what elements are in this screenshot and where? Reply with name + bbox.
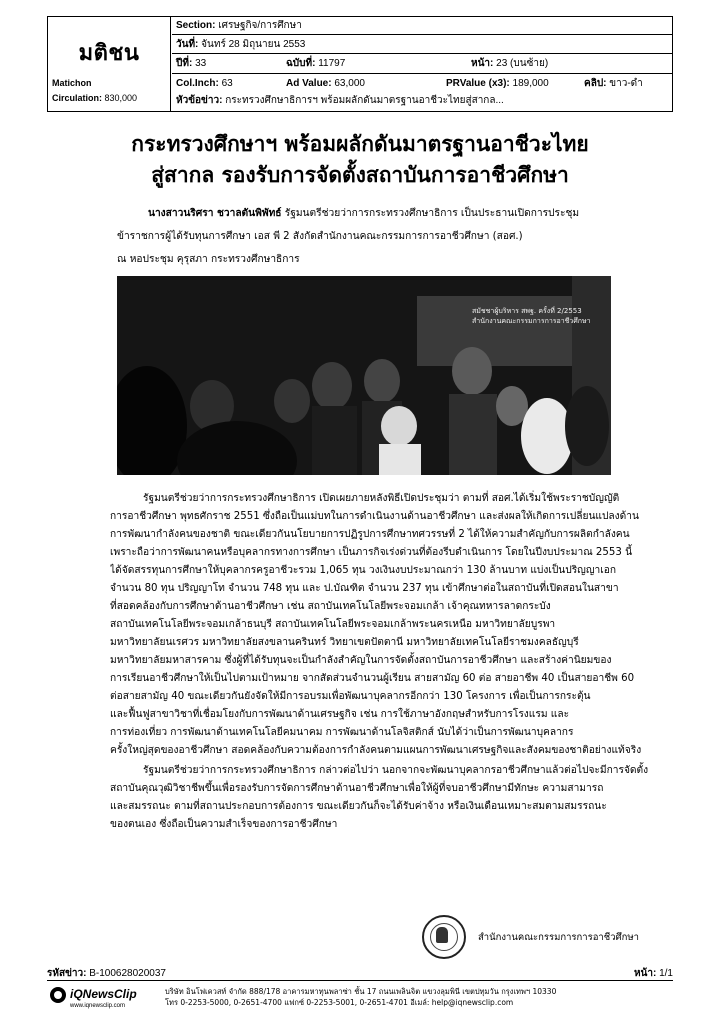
body-paragraph-1 — [110, 490, 680, 760]
divider — [172, 34, 672, 35]
body-line: ที่สอดคล้องกับการศึกษาด้านอาชีวศึกษา เช่น สถาบันเทคโนโลยีพระจอมเกล้า เจ้าคุณทหารลาดกระบัง — [110, 601, 551, 612]
year-field — [176, 58, 206, 70]
intro-line — [148, 205, 668, 223]
document-id — [47, 966, 166, 981]
article-title-line1: กระทรวงศึกษาฯ พร้อมผลักดันมาตรฐานอาชีวะไทย — [131, 132, 589, 156]
issue-field — [286, 58, 345, 70]
headline-field — [176, 95, 504, 107]
colinch-label: Col.Inch: — [176, 78, 219, 89]
stage-banner-sub: สำนักงานคณะกรรมการการอาชีวศึกษา — [472, 317, 591, 325]
body-line: การเรียนอาชีวศึกษาให้เป็นไปตามเป้าหมาย จากสัดส่วนจำนวนผู้เรียน สายสามัญ 60 ต่อ สายอาชีพ 40 เป็นสายอาชีพ 60 — [110, 673, 635, 684]
body-line: การพัฒนากำลังคนของชาติ ขณะเดียวกันนโยบายการปฏิรูปการศึกษาทศวรรษที่ 2 ได้ให้ความสำคัญกับการผลิตกำลังคน — [110, 529, 630, 540]
seal-figure — [436, 927, 448, 943]
stage-banner-title: สมัชชาผู้บริหาร สพฐ. ครั้งที่ 2/2553 — [472, 307, 582, 315]
body-line: รัฐมนตรีช่วยว่าการกระทรวงศึกษาธิการ กล่าวต่อไปว่า นอกจากจะพัฒนาบุคลากรอาชีวศึกษาแล้วต่อไปจะมีการจัดตั้ง — [143, 765, 649, 776]
contact-line: โทร 0-2253-5000, 0-2651-4700 แฟกซ์ 0-2253-5001, 0-2651-4701 อีเมล์: help@iqnewsclip.com — [165, 998, 514, 1007]
clip-field — [584, 78, 643, 90]
clip-label: คลิป: — [584, 78, 607, 89]
iq-logo-icon — [50, 987, 66, 1003]
body-line: เพราะถือว่าการพัฒนาคนหรือบุคลากรทางการศึกษา เป็นภารกิจเร่งด่วนที่ต้องรีบดำเนินการ โดยในปีงบประมาณ 2553 นี้ — [110, 547, 633, 558]
event-photo — [117, 276, 611, 475]
body-line: ครั้งใหญ่สุดของอาชีวศึกษา สอดคล้องกับความต้องการกำลังคนตามแผนการพัฒนาเศรษฐกิจและสังคมของชาติอย่างแท้จริง — [110, 745, 642, 756]
body-paragraph-2 — [110, 762, 680, 834]
section-label: Section: — [176, 20, 216, 31]
page-field — [471, 58, 548, 70]
body-line: จำนวน 80 ทุน ปริญญาโท จำนวน 748 ทุน และ ป.บัณฑิต จำนวน 237 ทุน เข้าศึกษาต่อในสถาบันที่เปิดสอนในสาขา — [110, 583, 619, 594]
intro-line: ณ หอประชุม คุรุสภา กระทรวงศึกษาธิการ — [117, 254, 300, 265]
ovec-seal-icon — [422, 915, 466, 959]
advalue-value: 63,000 — [334, 78, 365, 89]
section-field — [176, 20, 302, 32]
date-label: วันที่: — [176, 39, 199, 50]
body-line: รัฐมนตรีช่วยว่าการกระทรวงศึกษาธิการ เปิดเผยภายหลังพิธีเปิดประชุมว่า ตามที่ สอศ.ได้เริ่มใช้พระราชบัญญัติ — [143, 493, 620, 504]
iq-brand: iQNewsClip — [70, 987, 137, 1001]
body-line: การท่องเที่ยว การพัฒนาด้านเทคโนโลยีคมนาคม การพัฒนาด้านโลจิสติกส์ นับได้ว่าเป็นการพัฒนาบุคลากร — [110, 727, 574, 738]
footer-divider — [47, 980, 673, 981]
advalue-field — [286, 78, 365, 90]
divider — [172, 53, 672, 54]
clip-header — [47, 16, 673, 112]
body-line: และฟื้นฟูสาขาวิชาที่เชื่อมโยงกับการพัฒนาด้านเศรษฐกิจ เช่น การใช้ภาษาอังกฤษสำหรับการโรงแรม และ — [110, 709, 570, 720]
publication-name: Matichon — [52, 78, 92, 88]
intro-paragraph — [148, 205, 668, 223]
intro-line: ข้าราชการผู้ได้รับทุนการศึกษา เอส พี 2 สังกัดสำนักงานคณะกรรมการการอาชีวศึกษา (สอศ.) — [117, 231, 523, 242]
docid-value: B-100628020037 — [89, 968, 166, 979]
publication-box — [48, 17, 171, 111]
year-label: ปีที่: — [176, 58, 193, 69]
body-line: การอาชีวศึกษา พุทธศักราช 2551 ซึ่งถือเป็นแม่บทในการดำเนินงานด้านอาชีวศึกษา และส่งผลให้เกิดการเปลี่ยนแปลงด้าน — [110, 511, 639, 522]
page-number — [634, 966, 673, 981]
intro-text: รัฐมนตรีช่วยว่าการกระทรวงศึกษาธิการ เป็นประธานเปิดการประชุม — [281, 208, 580, 219]
body-line: มหาวิทยาลัยนเรศวร มหาวิทยาลัยสงขลานครินทร์ วิทยาเขตปัตตานี มหาวิทยาลัยเทคโนโลยีราชมงคลธัญบุรี — [110, 637, 579, 648]
circulation — [52, 93, 137, 103]
headline-label: หัวข้อข่าว: — [176, 95, 223, 106]
docid-label: รหัสข่าว: — [47, 968, 87, 979]
clip-metadata — [172, 17, 672, 111]
headline-value: กระทรวงศึกษาธิการฯ พร้อมผลักดันมาตรฐานอาชีวะไทยสู่สากล... — [225, 95, 504, 106]
body-line: และสมรรถนะ ตามที่สถานประกอบการต้องการ ขณะเดียวกันก็จะได้รับค่าจ้าง หรือเงินเดือนเหมาะสมตามสมรรถนะ — [110, 801, 607, 812]
iq-website: www.iqnewsclip.com — [70, 1003, 126, 1009]
colinch-field — [176, 78, 233, 90]
publication-logo: มติชน — [78, 40, 140, 66]
body-line: สถาบันคุณวุฒิวิชาชีพขึ้นเพื่อรองรับการจัดการศึกษาด้านอาชีวศึกษาเพื่อให้ผู้ที่จบอาชีวศึกษามีทักษะ ความสามารถ — [110, 783, 604, 794]
prvalue-value: 189,000 — [512, 78, 549, 89]
address-line: บริษัท อินโฟเควสท์ จำกัด 888/178 อาคารมหาทุนพลาซ่า ชั้น 17 ถนนเพลินจิต แขวงลุมพินี เขตปทุมวัน กรุงเทพฯ 10330 — [165, 987, 557, 996]
iqnewsclip-logo — [50, 985, 140, 1015]
body-line: ได้จัดสรรทุนการศึกษาให้บุคลากรครูอาชีวะรวม 1,065 ทุน วงเงินงบประมาณกว่า 130 ล้านบาท แบ่งเป็นปริญญาเอก — [110, 565, 617, 576]
page-label: หน้า: — [471, 58, 494, 69]
divider — [172, 73, 672, 74]
circulation-value: 830,000 — [104, 93, 138, 103]
minister-name: นางสาวนริศรา ชวาลตันพิพัทธ์ — [148, 208, 282, 219]
article-title-line2: สู่สากล รองรับการจัดตั้งสถาบันการอาชีวศึกษา — [151, 163, 569, 187]
prvalue-field — [446, 78, 549, 90]
advalue-label: Ad Value: — [286, 78, 332, 89]
date-value: จันทร์ 28 มิถุนายน 2553 — [201, 39, 306, 50]
stage-banner — [472, 306, 602, 326]
body-line: ของตนเอง ซึ่งถือเป็นความสำเร็จของการอาชีวศึกษา — [110, 819, 338, 830]
intro-paragraph-cont — [117, 228, 677, 246]
section-value: เศรษฐกิจ/การศึกษา — [218, 20, 302, 31]
source-organization: สำนักงานคณะกรรมการการอาชีวศึกษา — [478, 932, 639, 943]
page-value: 23 (บนซ้าย) — [496, 58, 549, 69]
date-field — [176, 39, 305, 51]
clip-value: ขาว-ดำ — [609, 78, 643, 89]
body-line: สถาบันเทคโนโลยีพระจอมเกล้าธนบุรี สถาบันเทคโนโลยีพระจอมเกล้าพระนครเหนือ มหาวิทยาลัยบูรพา — [110, 619, 556, 630]
colinch-value: 63 — [221, 78, 233, 89]
prvalue-label: PRValue (x3): — [446, 78, 510, 89]
issue-value: 11797 — [318, 58, 346, 69]
body-line: ต่อสายสามัญ 40 ขณะเดียวกันยังจัดให้มีการอบรมเพื่อพัฒนาบุคลากรอีกกว่า 130 โครงการ เพื่อเป็นการกระตุ้น — [110, 691, 591, 702]
intro-paragraph-cont — [117, 251, 677, 269]
pageno-value: 1/1 — [659, 968, 673, 979]
company-address — [165, 986, 556, 1008]
circulation-label: Circulation: — [52, 93, 103, 103]
issue-label: ฉบับที่: — [286, 58, 316, 69]
pageno-label: หน้า: — [633, 968, 657, 979]
year-value: 33 — [195, 58, 207, 69]
body-line: มหาวิทยาลัยมหาสารคาม ซึ่งผู้ที่ได้รับทุนจะเป็นกำลังสำคัญในการจัดตั้งสถาบันการอาชีวศึกษา และสร้างค่านิยมของ — [110, 655, 612, 666]
